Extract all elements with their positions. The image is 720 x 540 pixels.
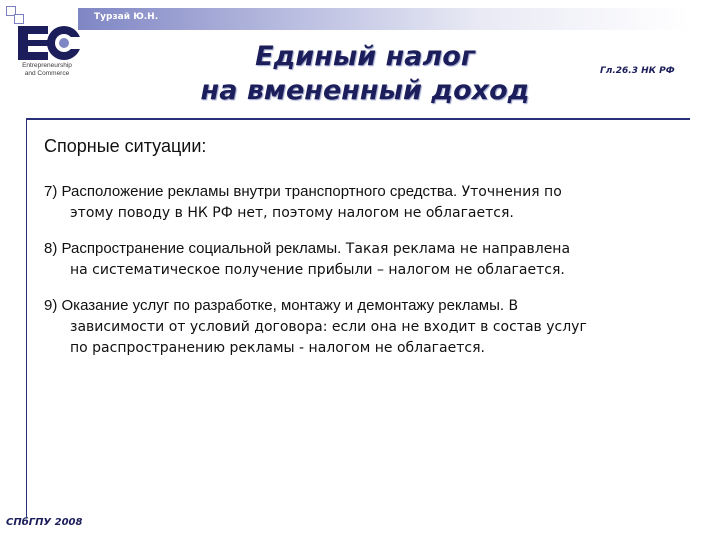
list-item: 7) Расположение рекламы внутри транспортного средства. Уточнения по этому поводу в НК РФ нет, поэтому налогом не облагается.: [44, 183, 562, 221]
header-bar: [78, 8, 690, 30]
list-item: 8) Распространение социальной рекламы. Такая реклама не направлена на систематическое получение прибыли – налогом не облагается.: [44, 240, 571, 278]
page-title: Единый налог на вмененный доход: [200, 41, 530, 106]
list-item: 9) Оказание услуг по разработке, монтажу и демонтажу рекламы. В зависимости от условий договора: если она не входит в состав услуг по распространению рекламы - налогом не облагается.: [44, 297, 587, 356]
footer-label: СПбГПУ 2008: [6, 517, 83, 528]
chapter-reference: Гл.26.3 НК РФ: [600, 66, 675, 76]
author-label: Турзай Ю.Н.: [94, 12, 159, 22]
section-subtitle: Спорные ситуации:: [44, 136, 207, 156]
header-divider: [26, 118, 690, 120]
left-divider: [26, 118, 27, 518]
logo-caption: Entrepreneurship and Commerce: [22, 62, 72, 77]
